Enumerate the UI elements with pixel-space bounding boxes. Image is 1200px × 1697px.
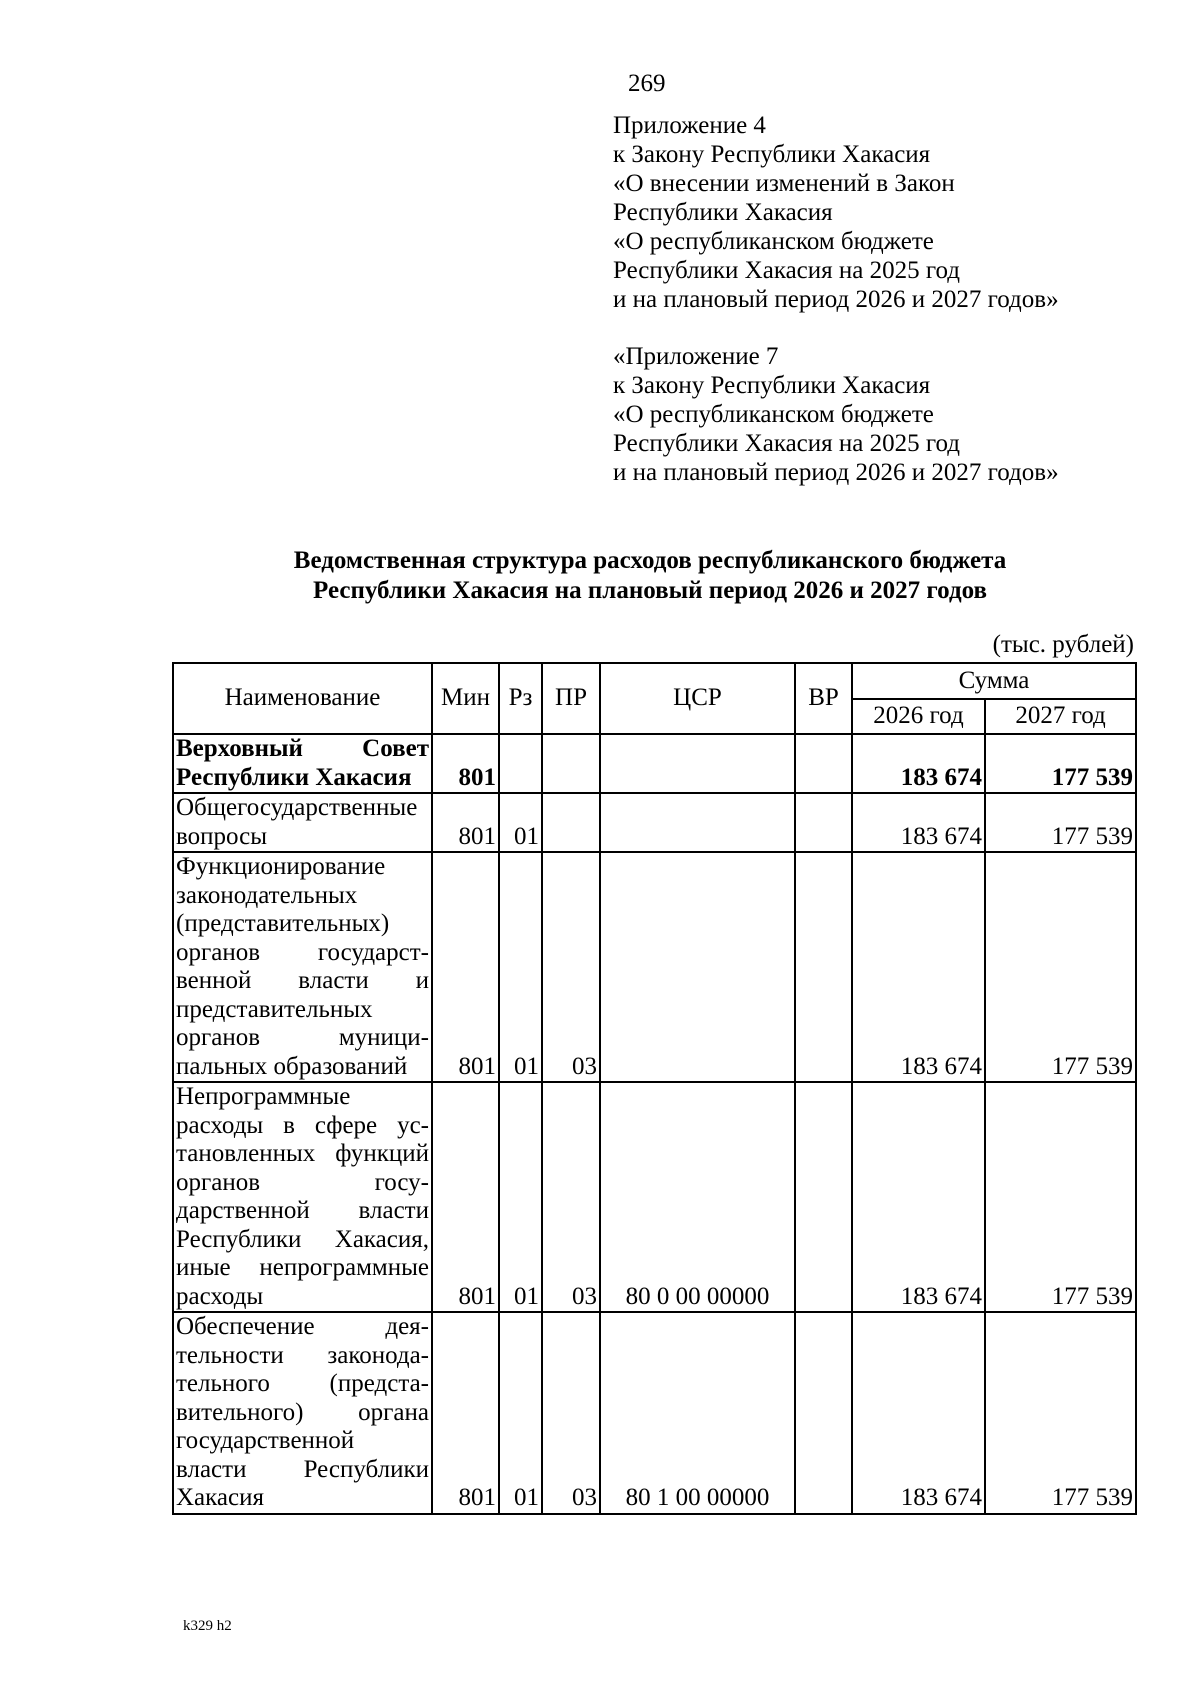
appendix-header-line: «О республиканском бюджете <box>613 228 934 255</box>
appendix-header-line: и на плановый период 2026 и 2027 годов» <box>613 286 1059 313</box>
appendix-original-line: к Закону Республики Хакасия <box>613 372 931 399</box>
header-vr: ВР <box>795 663 852 734</box>
cell-csr: 80 0 00 00000 <box>600 1082 795 1312</box>
cell-vr <box>795 1082 852 1312</box>
cell-vr <box>795 1312 852 1514</box>
header-csr: ЦСР <box>600 663 795 734</box>
units-label: (тыс. рублей) <box>992 631 1134 658</box>
cell-2026: 183 674 <box>852 734 985 793</box>
appendix-original-line: и на плановый период 2026 и 2027 годов» <box>613 459 1059 486</box>
header-year-2027: 2027 год <box>985 699 1136 734</box>
cell-rz: 01 <box>499 852 542 1082</box>
cell-vr <box>795 793 852 852</box>
cell-2026: 183 674 <box>852 1082 985 1312</box>
cell-vr <box>795 852 852 1082</box>
header-name: Наименование <box>173 663 432 734</box>
cell-name: Непрограммные расходы в сфере установленных функций органов государственной власти Республики Хакасия, иные непрограммные расходы <box>173 1082 432 1312</box>
cell-name: Общегосударственные вопросы <box>173 793 432 852</box>
document-title-line: Ведомственная структура расходов республиканского бюджета <box>293 547 1007 574</box>
cell-2027: 177 539 <box>985 734 1136 793</box>
appendix-header-line: к Закону Республики Хакасия <box>613 141 931 168</box>
appendix-header-line: Республики Хакасия <box>613 199 833 226</box>
header-sum: Сумма <box>852 663 1136 699</box>
cell-rz <box>499 734 542 793</box>
cell-pr <box>542 734 600 793</box>
cell-rz: 01 <box>499 793 542 852</box>
appendix-original <box>613 342 1059 487</box>
header-pr: ПР <box>542 663 600 734</box>
appendix-header-line: Приложение 4 <box>613 112 766 139</box>
appendix-header <box>613 111 1059 314</box>
appendix-header-line: «О внесении изменений в Закон <box>613 170 955 197</box>
appendix-header-line: Республики Хакасия на 2025 год <box>613 257 961 284</box>
table-body <box>173 734 1136 1514</box>
document-title-line: Республики Хакасия на плановый период 2026 и 2027 годов <box>313 577 987 604</box>
cell-name: Функционирование законодательных (представительных) органов государственной власти и представительных органов муниципальных образований <box>173 852 432 1082</box>
appendix-original-line: «Приложение 7 <box>613 343 779 370</box>
cell-2026: 183 674 <box>852 793 985 852</box>
cell-min: 801 <box>432 793 499 852</box>
header-min: Мин <box>432 663 499 734</box>
cell-min: 801 <box>432 1312 499 1514</box>
document-title <box>0 546 1200 606</box>
cell-csr <box>600 852 795 1082</box>
cell-2027: 177 539 <box>985 852 1136 1082</box>
table-row <box>173 852 1136 1082</box>
footer-code: k329 h2 <box>183 1618 232 1634</box>
cell-rz: 01 <box>499 1082 542 1312</box>
cell-name: Обеспечение деятельности законодательного (представительного) органа государственной власти Республики Хакасия <box>173 1312 432 1514</box>
table-row <box>173 1082 1136 1312</box>
cell-min: 801 <box>432 1082 499 1312</box>
header-year-2026: 2026 год <box>852 699 985 734</box>
budget-table <box>172 662 1137 1515</box>
cell-csr <box>600 793 795 852</box>
cell-2026: 183 674 <box>852 852 985 1082</box>
cell-csr: 80 1 00 00000 <box>600 1312 795 1514</box>
table-row <box>173 1312 1136 1514</box>
cell-pr: 03 <box>542 852 600 1082</box>
cell-name: Верховный Совет Республики Хакасия <box>173 734 432 793</box>
cell-2027: 177 539 <box>985 1312 1136 1514</box>
table-row <box>173 793 1136 852</box>
cell-pr <box>542 793 600 852</box>
appendix-original-line: Республики Хакасия на 2025 год <box>613 430 961 457</box>
header-rz: Рз <box>499 663 542 734</box>
cell-vr <box>795 734 852 793</box>
appendix-original-line: «О республиканском бюджете <box>613 401 934 428</box>
cell-2026: 183 674 <box>852 1312 985 1514</box>
cell-min: 801 <box>432 734 499 793</box>
table-row <box>173 734 1136 793</box>
cell-csr <box>600 734 795 793</box>
cell-min: 801 <box>432 852 499 1082</box>
cell-rz: 01 <box>499 1312 542 1514</box>
cell-pr: 03 <box>542 1312 600 1514</box>
cell-pr: 03 <box>542 1082 600 1312</box>
cell-2027: 177 539 <box>985 1082 1136 1312</box>
page-number: 269 <box>628 70 666 97</box>
cell-2027: 177 539 <box>985 793 1136 852</box>
